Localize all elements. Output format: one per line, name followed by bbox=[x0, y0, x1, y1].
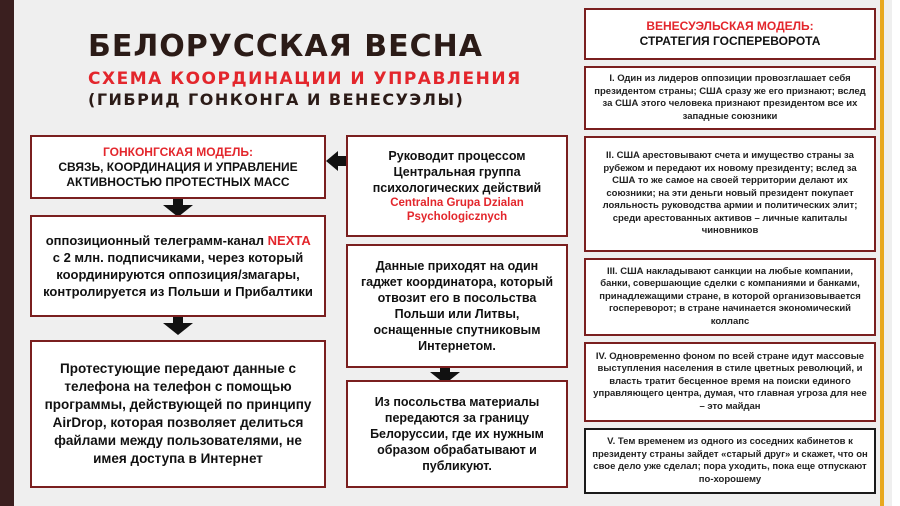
coordinator-text: Данные приходят на один гаджет координатора, который отвозит его в посольства Польши или Литвы, оснащенные спутниковым Интернетом. bbox=[360, 259, 554, 353]
airdrop-text: Протестующие передают данные с телефона на телефон с помощью программы, действующей по принципу AirDrop, которая позволяет делиться файлами между пользователями, не имея доступа в Интернет bbox=[44, 361, 312, 466]
hongkong-model-box bbox=[30, 135, 326, 199]
nexta-brand: NEXTA bbox=[267, 233, 311, 248]
nexta-pre-text: оппозиционный телеграмм-канал bbox=[45, 233, 265, 248]
arrow-left-stem bbox=[338, 156, 346, 166]
arrow-left bbox=[326, 151, 338, 171]
venezuela-step-2 bbox=[584, 136, 876, 252]
venezuela-step-5-text: V. Тем временем из одного из соседних кабинетов к президенту страны зайдет «старый друг» и скажет, что он свое дело уже сделал; пора уходить, пока еще отпускают по-хорошему bbox=[592, 436, 868, 485]
venezuela-step-2-text: II. США арестовывают счета и имущество страны за рубежом и передают их новому президенту; вслед за США то же самое на своей территории делают их союзники; на эти деньги новый президент покупает лояльность руководства армии и политических элит; среди арестованных активов – личные капиталы чиновников bbox=[602, 150, 858, 237]
subtitle: СХЕМА КООРДИНАЦИИ И УПРАВЛЕНИЯ bbox=[88, 69, 522, 89]
venezuela-step-4 bbox=[584, 342, 876, 422]
venezuela-step-3 bbox=[584, 258, 876, 336]
venezuela-model-title: ВЕНЕСУЭЛЬСКАЯ МОДЕЛЬ: bbox=[646, 19, 814, 33]
left-dark-strip bbox=[0, 0, 14, 506]
title-block bbox=[88, 30, 522, 110]
venezuela-model-header bbox=[584, 8, 876, 60]
hongkong-model-title: ГОНКОНГСКАЯ МОДЕЛЬ: bbox=[103, 144, 253, 159]
right-gold-line bbox=[880, 0, 884, 506]
hongkong-model-text: СВЯЗЬ, КООРДИНАЦИЯ И УПРАВЛЕНИЕ АКТИВНОСТЬЮ ПРОТЕСТНЫХ МАСС bbox=[58, 159, 298, 189]
arrow-down-2 bbox=[163, 323, 193, 335]
nexta-box bbox=[30, 215, 326, 317]
venezuela-model-subtitle: СТРАТЕГИЯ ГОСПЕРЕВОРОТА bbox=[639, 34, 821, 48]
main-title: БЕЛОРУССКАЯ ВЕСНА bbox=[88, 29, 483, 64]
nexta-post-text: с 2 млн. подписчиками, через который координируются оппозиция/змагары, контролируется из Польши и Прибалтики bbox=[43, 250, 313, 299]
airdrop-box bbox=[30, 340, 326, 488]
venezuela-step-3-text: III. США накладывают санкции на любые компании, банки, совершающие сделки с компаниями и банками, принадлежащими стране, в которой организовывается госпереворот; в стране начинается экономический коллапс bbox=[599, 265, 861, 327]
right-dark-strip bbox=[892, 0, 900, 506]
subtitle-parenthetical: (ГИБРИД ГОНКОНГА И ВЕНЕСУЭЛЫ) bbox=[88, 90, 465, 109]
embassy-text: Из посольства материалы передаются за границу Белоруссии, где их нужным образом обрабатывают и публикуют. bbox=[370, 395, 544, 473]
venezuela-step-1 bbox=[584, 66, 876, 130]
venezuela-step-4-text: IV. Одновременно фоном по всей стране идут массовые выступления населения в стиле цветных революций, и власть тратит бесценное время на поиски единого управляющего центра, думая, что главная угроза для нее – это майдан bbox=[593, 350, 867, 412]
central-group-box bbox=[346, 135, 568, 237]
nexta-text-wrap bbox=[42, 232, 314, 300]
central-group-text: Руководит процессом Центральная группа психологических действий bbox=[372, 149, 542, 195]
central-group-red: Centralna Grupa Dzialan Psychologicznych bbox=[390, 197, 524, 223]
embassy-box bbox=[346, 380, 568, 488]
venezuela-step-5 bbox=[584, 428, 876, 494]
coordinator-box bbox=[346, 244, 568, 368]
venezuela-step-1-text: I. Один из лидеров оппозиции провозглашает себя президентом страны; США сразу же его признают; вслед за США этого человека признают президентом все их западные союзники bbox=[594, 73, 866, 122]
